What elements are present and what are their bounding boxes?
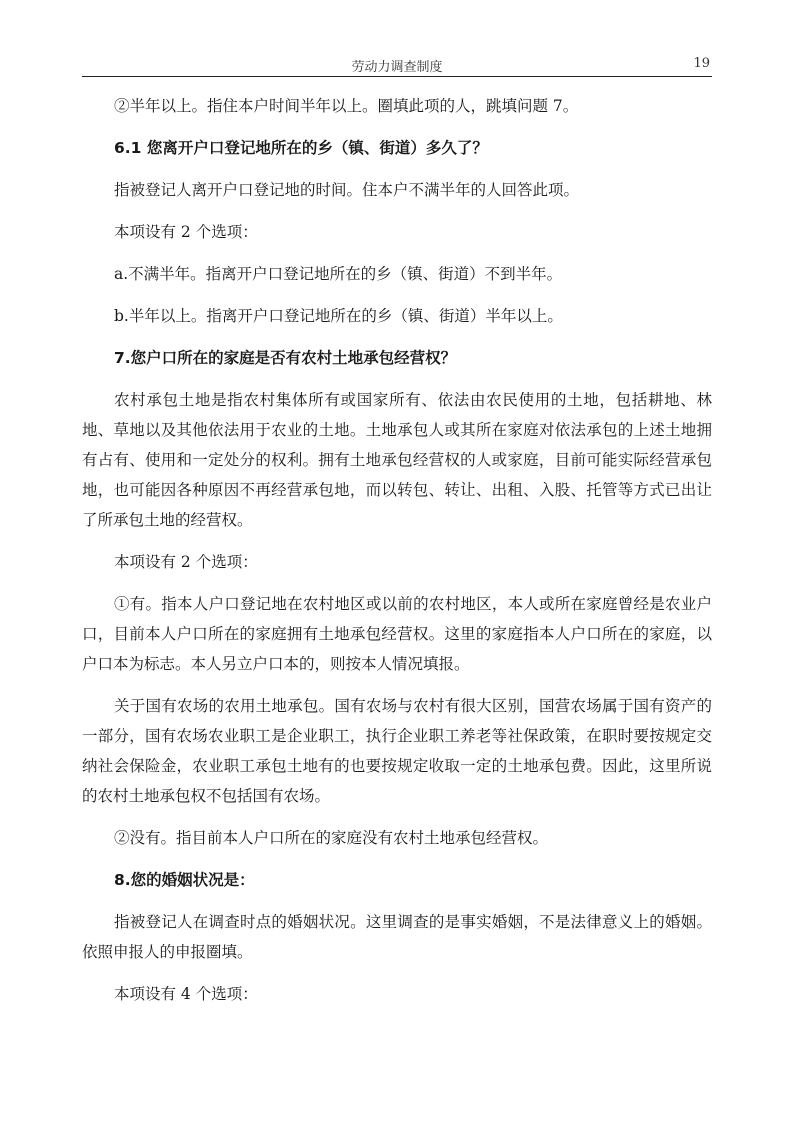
paragraph-7-definition: 农村承包土地是指农村集体所有或国家所有、依法由农民使用的土地，包括耕地、林地、草地以及其他依法用于农业的土地。土地承包人或其所在家庭对依法承包的上述土地拥有占有、使用和一定处分的权利。拥有土地承包经营权的人或家庭，目前可能实际经营承包地，也可能因各种原因不再经营承包地，而以转包、转让、出租、入股、托管等方式已出让了所承包土地的经营权。 xyxy=(82,391,712,529)
page-header xyxy=(82,54,712,77)
paragraph-option-over-half-year: ②半年以上。指住本户时间半年以上。圈填此项的人，跳填问题 7。 xyxy=(114,97,579,115)
paragraph-6-1-options-count: 本项设有 2 个选项： xyxy=(114,223,258,241)
paragraph-7-state-farm-note: 关于国有农场的农用土地承包。国有农场与农村有很大区别，国营农场属于国有资产的一部分，国有农场农业职工是企业职工，执行企业职工养老等社保政策，在职时要按规定交纳社会保险金，农业职工承包土地有的也要按规定收取一定的土地承包费。因此，这里所说的农村土地承包权不包括国有农场。 xyxy=(82,697,712,805)
page-number: 19 xyxy=(693,56,710,71)
paragraph-7-option-yes: ①有。指本人户口登记地在农村地区或以前的农村地区，本人或所在家庭曾经是农业户口，目前本人户口所在的家庭拥有土地承包经营权。这里的家庭指本人户口所在的家庭，以户口本为标志。本人另立户口本的，则按本人情况填报。 xyxy=(82,595,712,673)
paragraph-6-1-definition: 指被登记人离开户口登记地的时间。住本户不满半年的人回答此项。 xyxy=(114,181,580,199)
paragraph-8-options-count: 本项设有 4 个选项： xyxy=(114,985,258,1003)
question-6-1-heading: 6.1 您离开户口登记地所在的乡（镇、街道）多久了？ xyxy=(114,139,488,157)
paragraph-6-1-option-b: b.半年以上。指离开户口登记地所在的乡（镇、街道）半年以上。 xyxy=(114,307,563,325)
paragraph-8-definition: 指被登记人在调查时点的婚姻状况。这里调查的是事实婚姻，不是法律意义上的婚姻。依照申报人的申报圈填。 xyxy=(82,913,712,961)
question-8-heading: 8.您的婚姻状况是： xyxy=(114,871,255,889)
question-7-heading: 7.您户口所在的家庭是否有农村土地承包经营权？ xyxy=(114,349,457,367)
document-body xyxy=(82,91,712,1021)
paragraph-7-option-no: ②没有。指目前本人户口所在的家庭没有农村土地承包经营权。 xyxy=(114,829,549,847)
paragraph-7-options-count: 本项设有 2 个选项： xyxy=(114,553,258,571)
paragraph-6-1-option-a: a.不满半年。指离开户口登记地所在的乡（镇、街道）不到半年。 xyxy=(114,265,563,283)
header-title: 劳动力调查制度 xyxy=(351,60,443,75)
